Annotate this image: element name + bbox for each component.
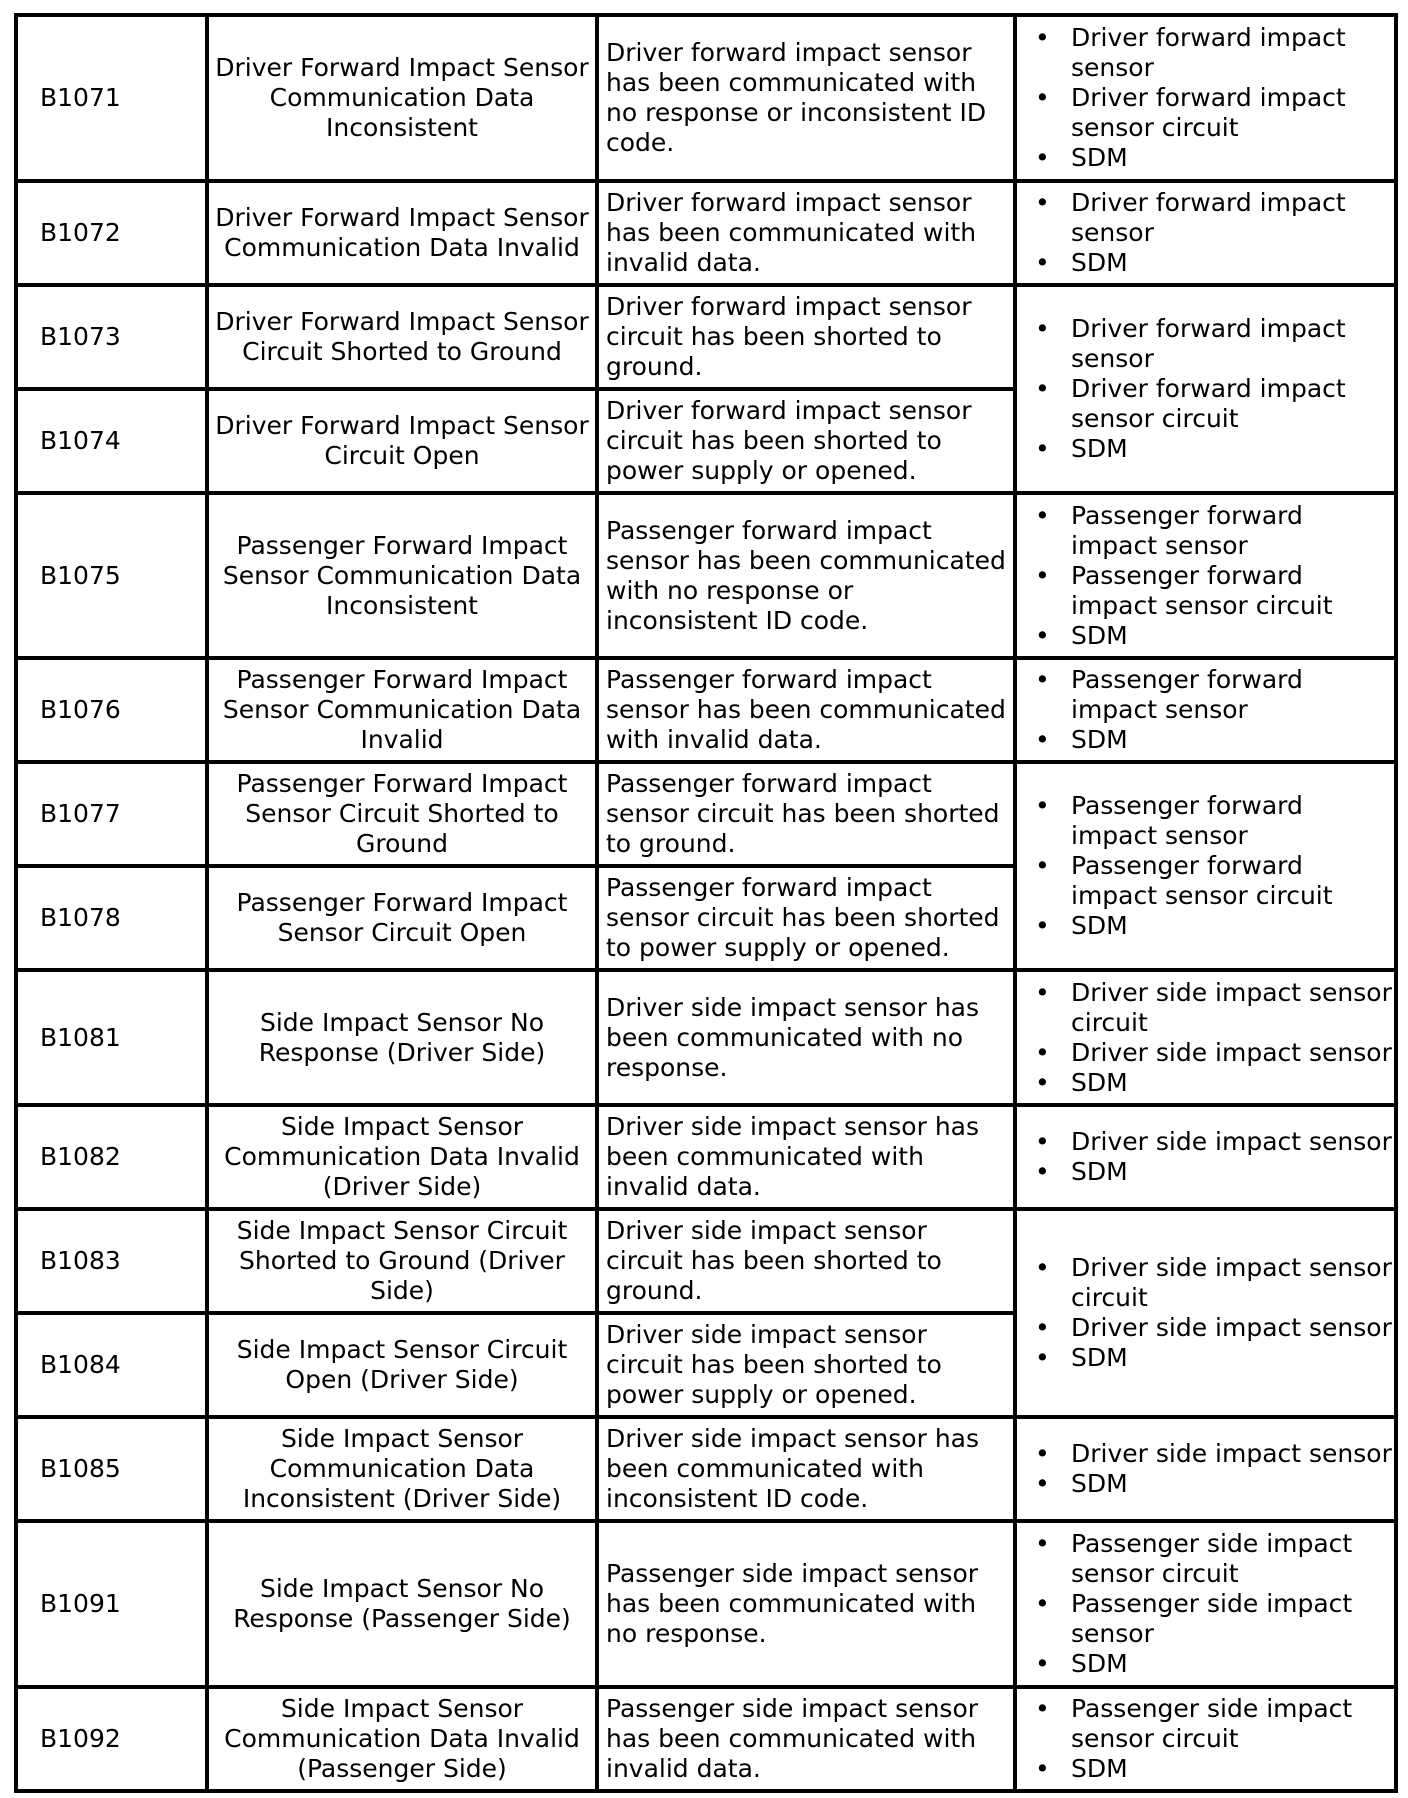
cause-item: • SDM	[1031, 1754, 1392, 1784]
dtc-name: Driver Forward Impact Sensor Circuit Open	[207, 389, 597, 493]
possible-causes	[1015, 762, 1396, 970]
dtc-code: B1082	[16, 1105, 207, 1209]
possible-causes	[1015, 1521, 1396, 1687]
dtc-name: Passenger Forward Impact Sensor Circuit Open	[207, 866, 597, 970]
dtc-code: B1078	[16, 866, 207, 970]
dtc-code: B1083	[16, 1209, 207, 1313]
cause-item: • SDM	[1031, 1157, 1392, 1187]
cause-item: • Driver side impact sensor circuit	[1031, 978, 1392, 1038]
dtc-code: B1072	[16, 181, 207, 285]
cause-list	[1031, 1529, 1392, 1679]
possible-causes	[1015, 970, 1396, 1105]
cause-list	[1031, 791, 1392, 941]
table-row	[16, 285, 1396, 389]
dtc-name: Passenger Forward Impact Sensor Communication Data Invalid	[207, 658, 597, 762]
dtc-name: Side Impact Sensor No Response (Driver Side)	[207, 970, 597, 1105]
cause-item: • SDM	[1031, 1649, 1392, 1679]
table-row	[16, 1209, 1396, 1313]
cause-item: • SDM	[1031, 1343, 1392, 1373]
dtc-name: Side Impact Sensor Communication Data Invalid (Driver Side)	[207, 1105, 597, 1209]
possible-causes	[1015, 285, 1396, 493]
table-row	[16, 15, 1396, 181]
dtc-description: Passenger side impact sensor has been communicated with no response.	[597, 1521, 1015, 1687]
cause-item: • Passenger side impact sensor	[1031, 1589, 1392, 1649]
dtc-code: B1074	[16, 389, 207, 493]
cause-item: • Driver side impact sensor	[1031, 1439, 1392, 1469]
dtc-description: Passenger forward impact sensor has been communicated with no response or inconsistent ID code.	[597, 493, 1015, 658]
cause-item: • SDM	[1031, 1068, 1392, 1098]
dtc-table	[14, 13, 1398, 1793]
cause-list	[1031, 1253, 1392, 1373]
cause-item: • Passenger forward impact sensor circuit	[1031, 851, 1392, 911]
dtc-code: B1084	[16, 1313, 207, 1417]
table-row	[16, 970, 1396, 1105]
table-row	[16, 1521, 1396, 1687]
table-row	[16, 762, 1396, 866]
dtc-name: Side Impact Sensor Circuit Open (Driver Side)	[207, 1313, 597, 1417]
dtc-code: B1071	[16, 15, 207, 181]
cause-item: • SDM	[1031, 621, 1392, 651]
cause-item: • Driver forward impact sensor	[1031, 314, 1392, 374]
dtc-name: Side Impact Sensor Circuit Shorted to Ground (Driver Side)	[207, 1209, 597, 1313]
dtc-code: B1075	[16, 493, 207, 658]
cause-list	[1031, 1127, 1392, 1187]
cause-item: • Driver forward impact sensor circuit	[1031, 83, 1392, 143]
dtc-description: Driver side impact sensor circuit has been shorted to power supply or opened.	[597, 1313, 1015, 1417]
table-row	[16, 493, 1396, 658]
cause-item: • Driver forward impact sensor	[1031, 23, 1392, 83]
cause-list	[1031, 1439, 1392, 1499]
table-row	[16, 181, 1396, 285]
dtc-code: B1085	[16, 1417, 207, 1521]
cause-item: • SDM	[1031, 911, 1392, 941]
cause-list	[1031, 665, 1392, 755]
cause-list	[1031, 501, 1392, 651]
possible-causes	[1015, 658, 1396, 762]
cause-item: • SDM	[1031, 143, 1392, 173]
possible-causes	[1015, 15, 1396, 181]
dtc-name: Side Impact Sensor Communication Data Inconsistent (Driver Side)	[207, 1417, 597, 1521]
cause-item: • SDM	[1031, 1469, 1392, 1499]
possible-causes	[1015, 1687, 1396, 1791]
cause-item: • Driver side impact sensor	[1031, 1038, 1392, 1068]
cause-item: • Passenger forward impact sensor	[1031, 501, 1392, 561]
cause-item: • Driver side impact sensor	[1031, 1127, 1392, 1157]
dtc-name: Driver Forward Impact Sensor Communication Data Inconsistent	[207, 15, 597, 181]
cause-item: • Passenger forward impact sensor circuit	[1031, 561, 1392, 621]
cause-list	[1031, 978, 1392, 1098]
cause-item: • Driver forward impact sensor circuit	[1031, 374, 1392, 434]
dtc-description: Passenger forward impact sensor circuit has been shorted to ground.	[597, 762, 1015, 866]
dtc-code: B1091	[16, 1521, 207, 1687]
cause-list	[1031, 314, 1392, 464]
dtc-description: Driver side impact sensor circuit has been shorted to ground.	[597, 1209, 1015, 1313]
cause-item: • Passenger forward impact sensor	[1031, 665, 1392, 725]
dtc-code: B1081	[16, 970, 207, 1105]
cause-item: • Driver side impact sensor circuit	[1031, 1253, 1392, 1313]
dtc-description: Driver side impact sensor has been communicated with no response.	[597, 970, 1015, 1105]
cause-item: • Driver forward impact sensor	[1031, 188, 1392, 248]
possible-causes	[1015, 1209, 1396, 1417]
dtc-code: B1077	[16, 762, 207, 866]
dtc-name: Driver Forward Impact Sensor Circuit Shorted to Ground	[207, 285, 597, 389]
table-row	[16, 658, 1396, 762]
dtc-name: Passenger Forward Impact Sensor Communication Data Inconsistent	[207, 493, 597, 658]
cause-item: • Passenger side impact sensor circuit	[1031, 1529, 1392, 1589]
dtc-name: Side Impact Sensor No Response (Passenger Side)	[207, 1521, 597, 1687]
dtc-description: Driver forward impact sensor circuit has been shorted to power supply or opened.	[597, 389, 1015, 493]
possible-causes	[1015, 1105, 1396, 1209]
cause-item: • SDM	[1031, 248, 1392, 278]
cause-item: • SDM	[1031, 725, 1392, 755]
cause-item: • Passenger side impact sensor circuit	[1031, 1694, 1392, 1754]
cause-item: • SDM	[1031, 434, 1392, 464]
dtc-code: B1073	[16, 285, 207, 389]
cause-list	[1031, 1694, 1392, 1784]
dtc-name: Side Impact Sensor Communication Data Invalid (Passenger Side)	[207, 1687, 597, 1791]
cause-item: • Driver side impact sensor	[1031, 1313, 1392, 1343]
table-row	[16, 1105, 1396, 1209]
table-row	[16, 1417, 1396, 1521]
dtc-description: Driver side impact sensor has been communicated with invalid data.	[597, 1105, 1015, 1209]
dtc-description: Passenger forward impact sensor has been communicated with invalid data.	[597, 658, 1015, 762]
dtc-description: Driver forward impact sensor circuit has been shorted to ground.	[597, 285, 1015, 389]
possible-causes	[1015, 181, 1396, 285]
possible-causes	[1015, 1417, 1396, 1521]
possible-causes	[1015, 493, 1396, 658]
cause-item: • Passenger forward impact sensor	[1031, 791, 1392, 851]
dtc-description: Passenger forward impact sensor circuit has been shorted to power supply or opened.	[597, 866, 1015, 970]
cause-list	[1031, 188, 1392, 278]
dtc-code: B1092	[16, 1687, 207, 1791]
dtc-description: Driver forward impact sensor has been communicated with invalid data.	[597, 181, 1015, 285]
dtc-description: Passenger side impact sensor has been communicated with invalid data.	[597, 1687, 1015, 1791]
cause-list	[1031, 23, 1392, 173]
dtc-name: Driver Forward Impact Sensor Communication Data Invalid	[207, 181, 597, 285]
dtc-code: B1076	[16, 658, 207, 762]
dtc-name: Passenger Forward Impact Sensor Circuit Shorted to Ground	[207, 762, 597, 866]
dtc-description: Driver side impact sensor has been communicated with inconsistent ID code.	[597, 1417, 1015, 1521]
table-row	[16, 1687, 1396, 1791]
dtc-description: Driver forward impact sensor has been communicated with no response or inconsistent ID code.	[597, 15, 1015, 181]
